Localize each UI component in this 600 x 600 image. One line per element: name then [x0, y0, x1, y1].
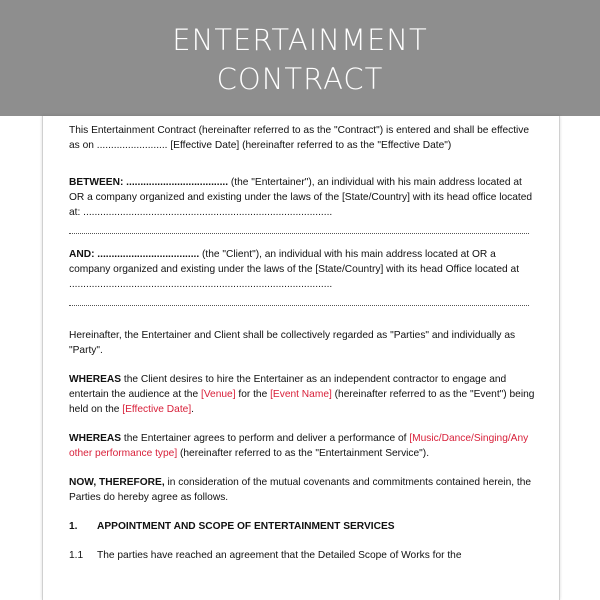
document-page — [42, 116, 560, 600]
event-name-placeholder: [Event Name] — [270, 389, 332, 400]
banner-title-line2: CONTRACT — [216, 62, 384, 96]
whereas-text: (hereinafter referred to as the "Entertainment Service"). — [177, 448, 430, 459]
section-heading — [69, 519, 539, 534]
now-therefore-label: NOW, THEREFORE, — [69, 477, 165, 488]
whereas-text: the Entertainer agrees to perform and deliver a performance of — [121, 433, 410, 444]
and-paragraph — [69, 247, 539, 292]
section-number: 1. — [69, 521, 78, 532]
effective-date-placeholder: [Effective Date] — [122, 404, 192, 415]
banner-title-line1: ENTERTAINMENT — [172, 23, 428, 57]
intro-text: This Entertainment Contract (hereinafter referred to as the "Contract") is entered and shall be effective as on ......................... [Effective Date] (hereinafter referred to as the "Effective Date") — [69, 125, 530, 151]
parties-text: Hereinafter, the Entertainer and Client shall be collectively regarded as "Parties" and individually as "Party". — [69, 330, 516, 356]
whereas-text: (hereinafter referred to as the "Event") being held on the — [69, 389, 535, 415]
whereas-text: the Client desires to hire the Entertainer as an independent contractor to engage and entertain the audience at the — [69, 374, 507, 400]
whereas-label: WHEREAS — [69, 374, 122, 385]
section-title: APPOINTMENT AND SCOPE OF ENTERTAINMENT SERVICES — [97, 521, 395, 532]
whereas-label: WHEREAS — [69, 433, 122, 444]
whereas-paragraph-1 — [69, 372, 539, 417]
between-label: BETWEEN: .................................... — [69, 177, 229, 188]
venue-placeholder: [Venue] — [200, 389, 236, 400]
dotted-rule — [69, 220, 529, 234]
clause — [69, 548, 539, 563]
whereas-text: . — [191, 404, 194, 415]
clause-text: The parties have reached an agreement that the Detailed Scope of Works for the — [97, 550, 462, 561]
dotted-rule — [69, 292, 529, 306]
whereas-paragraph-2 — [69, 431, 539, 461]
whereas-text: for the — [235, 389, 271, 400]
document-body — [69, 123, 539, 563]
now-therefore-paragraph — [69, 475, 539, 505]
performance-type-placeholder: [Music/Dance/Singing/Any other performance type] — [69, 433, 529, 459]
and-text: (the "Client"), an individual with his main address located at OR a company organized and existing under the laws of the [State/Country] with its head Office located at ............................................................................................. — [69, 249, 520, 290]
parties-paragraph — [69, 328, 539, 358]
title-banner — [0, 0, 600, 116]
intro-paragraph — [69, 123, 539, 153]
between-paragraph — [69, 175, 539, 220]
between-text: (the "Entertainer"), an individual with his main address located at OR a company organized and existing under the laws of the [State/Country] with its head office located at: ........................................................................................ — [69, 177, 533, 218]
and-label: AND: .................................... — [69, 249, 200, 260]
now-therefore-text: in consideration of the mutual covenants and commitments contained herein, the Parties do hereby agree as follows. — [69, 477, 532, 503]
clause-number: 1.1 — [69, 550, 84, 561]
